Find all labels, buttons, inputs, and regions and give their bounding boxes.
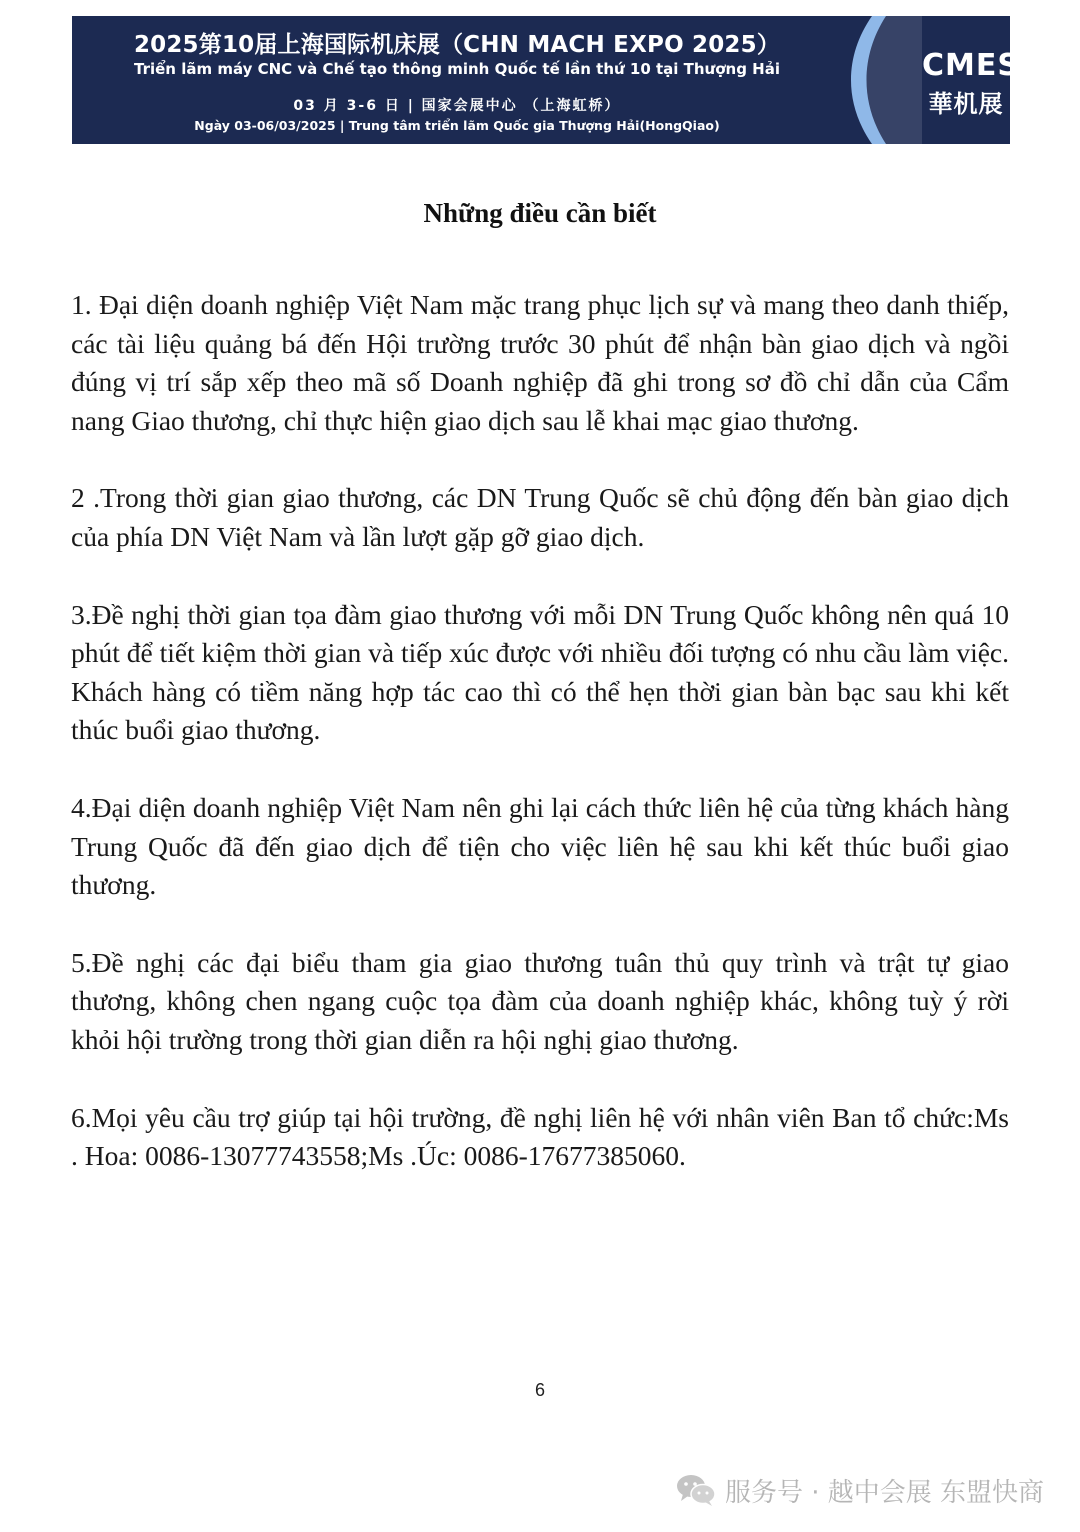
banner-title-cn: 2025第10届上海国际机床展（CHN MACH EXPO 2025） bbox=[133, 32, 781, 58]
banner-text-block bbox=[72, 16, 842, 144]
cmes-logo bbox=[922, 16, 1020, 144]
paragraph-6: 6.Mọi yêu cầu trợ giúp tại hội trường, đề nghị liên hệ với nhân viên Ban tổ chức:Ms . Hoa: 0086-13077743558;Ms .Úc: 0086-17677385060. bbox=[71, 1101, 1009, 1172]
page-number: 6 bbox=[534, 1380, 545, 1400]
paragraph-5: 5.Đề nghị các đại biểu tham gia giao thương tuân thủ quy trình và trật tự giao thương, không chen ngang cuộc tọa đàm của doanh nghiệp khác, không tuỳ ý rời khỏi hội trường trong thời gian diễn ra hội nghị giao thương. bbox=[71, 946, 1009, 1055]
watermark-text: 服务号 · 越中会展 东盟快商 bbox=[724, 1477, 1044, 1508]
paragraph-3: 3.Đề nghị thời gian tọa đàm giao thương với mỗi DN Trung Quốc không nên quá 10 phút để tiết kiệm thời gian và tiếp xúc được với nhiều đối tượng có nhu cầu làm việc. Khách hàng có tiềm năng hợp tác cao thì có thể hẹn thời gian bàn bạc sau khi kết thúc buổi giao thương. bbox=[71, 598, 1009, 746]
header-banner bbox=[72, 16, 1020, 144]
paragraph-1: 1. Đại diện doanh nghiệp Việt Nam mặc trang phục lịch sự và mang theo danh thiếp, các tài liệu quảng bá đến Hội trường trước 30 phút để nhận bàn giao dịch và ngồi đúng vị trí sắp xếp theo mã số Doanh nghiệp đã ghi trong sơ đồ chỉ dẫn của Cẩm nang Giao thương, chỉ thực hiện giao dịch sau lễ khai mạc giao thương. bbox=[71, 289, 1009, 436]
banner-date-cn: 03 月 3-6 日 | 国家会展中心 （上海虹桥） bbox=[293, 98, 621, 114]
wechat-icon bbox=[675, 1472, 717, 1508]
document-body bbox=[71, 286, 1009, 1215]
paragraph-4: 4.Đại diện doanh nghiệp Việt Nam nên ghi lại cách thức liên hệ của từng khách hàng Trung Quốc đã đến giao dịch để tiện cho việc liên hệ sau khi kết thúc buổi giao thương. bbox=[71, 791, 1009, 901]
banner-title-vi: Triển lãm máy CNC và Chế tạo thông minh Quốc tế lần thứ 10 tại Thượng Hải bbox=[134, 60, 780, 78]
banner-swoosh-graphic bbox=[842, 16, 922, 144]
document-title: Những điều cần biết bbox=[423, 198, 657, 228]
watermark bbox=[675, 1470, 1044, 1510]
paragraph-2: 2 .Trong thời gian giao thương, các DN Trung Quốc sẽ chủ động đến bàn giao dịch của phía DN Việt Nam và lần lượt gặp gỡ giao dịch. bbox=[71, 482, 1009, 552]
logo-text-cn: 華机展 bbox=[928, 90, 1004, 118]
logo-text: CMES bbox=[922, 48, 1020, 83]
banner-date-vi: Ngày 03-06/03/2025 | Trung tâm triển lãm Quốc gia Thượng Hải(HongQiao) bbox=[194, 118, 720, 133]
